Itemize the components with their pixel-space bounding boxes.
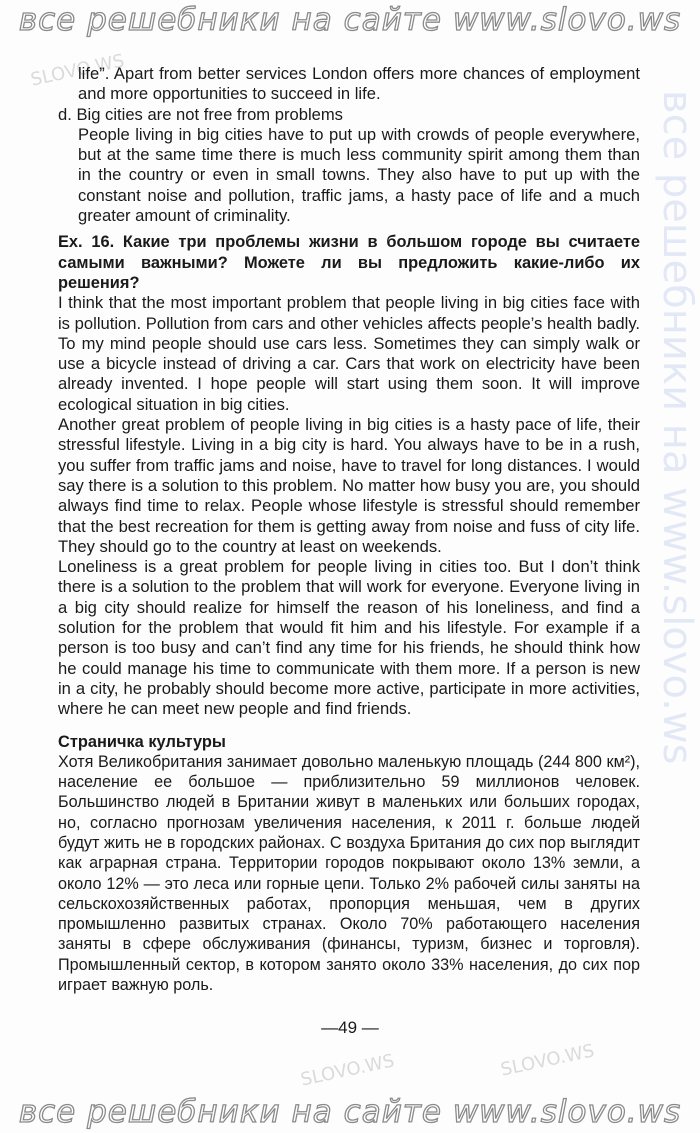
watermark-small-1: SLOVO.WS xyxy=(28,50,127,91)
page-number: —49 — xyxy=(321,1018,379,1037)
watermark-side-text: все решебники на www.slovo.ws xyxy=(654,90,700,765)
exercise-16-paragraph-3: Loneliness is a great problem for people living in cities too. But I don’t think there is a solution to the problem that will work for everyone. Everyone living in a big city should realize for himself the reason of his loneliness, and find a solution for the problem that would fit him and his lifestyle. For example if a person is too busy and can’t find any time for his friends, he should think how he could manage his time to communicate with them more. If a person is new in a city, he probably should become more active, participate in more activities, where he can meet new people and find friends. xyxy=(58,557,640,719)
exercise-16-paragraph-1: I think that the most important problem that people living in big cities face with is pollution. Pollution from cars and other vehicles affects people’s health badly. To my mind people should use cars less. Sometimes they can simply walk or use a bicycle instead of driving a car. Cars that work on electricity have been already invented. I hope people will start using them soon. It will improve ecological situation in big cities. xyxy=(58,293,640,414)
item-d-text: People living in big cities have to put up with crowds of people everywhere, but at the same time there is much less community spirit among them than in the country or even in small towns. They also have to put up with the constant noise and pollution, traffic jams, a hasty pace of life and a much greater amount of criminality. xyxy=(78,124,640,226)
watermark-small-3: SLOVO.WS xyxy=(498,1040,597,1081)
watermark-banner-bottom: все решебники на сайте www.slovo.ws xyxy=(18,1094,682,1130)
exercise-16-heading: Ex. 16. Какие три проблемы жизни в большом городе вы считаете самыми важными? Можете ли вы предложить какие-либо их решения? xyxy=(58,233,640,292)
document-body xyxy=(58,64,640,995)
continuation-paragraph: life”. Apart from better services London offers more chances of employment and more opportunities to succeed in life. xyxy=(78,64,640,104)
culture-heading: Страничка культуры xyxy=(58,732,226,751)
item-d-heading: d. Big cities are not free from problems xyxy=(58,104,343,124)
watermark-small-2: SLOVO.WS xyxy=(298,1050,397,1091)
culture-text: Хотя Великобритания занимает довольно маленькую площадь (244 800 км²), население ее большое — приблизительно 59 миллионов человек. Большинство людей в Британии живут в маленьких или больших городах, но, согласно прогнозам увеличения населения, к 2011 г. больше людей будут жить не в городских районах. С воздуха Британия до сих пор выглядит как аграрная страна. Территории городов покрывают около 13% земли, а около 12% — это леса или горные цепи. Только 2% рабочей силы заняты на сельскохозяйственных работах, пропорция меньшая, чем в других промышленно развитых странах. Около 70% работающего населения заняты в сфере обслуживания (финансы, туризм, бизнес и торговля). Промышленный сектор, в котором занято около 33% населения, до сих пор играет важную роль. xyxy=(58,752,640,995)
watermark-banner-top: все решебники на сайте www.slovo.ws xyxy=(18,2,682,38)
exercise-16-paragraph-2: Another great problem of people living in big cities is a hasty pace of life, their stressful lifestyle. Living in a big city is hard. You always have to be in a rush, you suffer from traffic jams and noise, have to travel for long distances. I would say there is a solution to this problem. No matter how busy you are, you should always find time to relax. People whose lifestyle is stressful should remember that the best recreation for them is getting away from noise and fuss of city life. They should go to the country at least on weekends. xyxy=(58,415,640,556)
